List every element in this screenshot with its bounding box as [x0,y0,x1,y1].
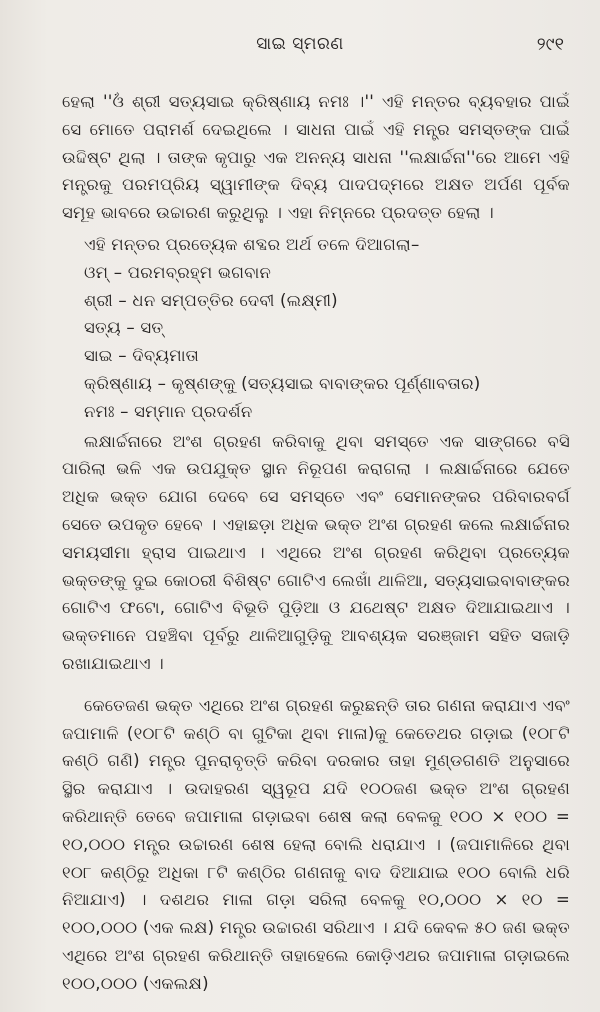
definition-item: କ୍ରିଷ୍ଣାୟ – କୃଷ୍ଣଙ୍କୁ (ସତ୍ୟସାଇ ବାବାଙ୍କର ପୂର୍ଣ୍ଣାବତାର) [84,373,481,393]
definition-item: ଶ୍ରୀ – ଧନ ସମ୍ପତ୍ତିର ଦେବୀ (ଲକ୍ଷ୍ମୀ) [84,290,338,310]
definition-item: ନମଃ – ସମ୍ମାନ ପ୍ରଦର୍ଶନ [84,401,253,421]
definition-list [62,259,570,426]
paragraph-3: କେତେଜଣ ଭକ୍ତ ଏଥିରେ ଅଂଶ ଗ୍ରହଣ କରୁଛନ୍ତି ତାର ଗଣନା କରାଯାଏ ଏବଂ ଜପାମାଳି (୧୦୮ଟି କଣ୍ଠି ବା ଗୁଟିକା ଥିବା ମାଳା)କୁ କେତେଥର ଗଡ଼ାଇ (୧୦୮ଟି କଣ୍ଠି ଗଣି) ମନ୍ତ୍ର ପୁନରାବୃତ୍ତି କରିବା ଦରକାର ତାହା ମୁଣ୍ଡଗଣତି ଅନୁସାରେ ସ୍ଥିର କରାଯାଏ । ଉଦାହରଣ ସ୍ୱରୂପ ଯଦି ୧୦୦ଜଣ ଭକ୍ତ ଅଂଶ ଗ୍ରହଣ କରିଥାନ୍ତି ତେବେ ଜପାମାଳା ଗଡ଼ାଇବା ଶେଷ କଲା ବେଳକୁ ୧୦୦ × ୧୦୦ = ୧୦,୦୦୦ ମନ୍ତ୍ର ଉଚ୍ଚାରଣ ଶେଷ ହେଲା ବୋଲି ଧରାଯାଏ । (ଜପାମାଳିରେ ଥିବା ୧୦୮ କଣ୍ଠିରୁ ଅଧିକା ୮ଟି କଣ୍ଠିର ଗଣନାକୁ ବାଦ ଦିଆଯାଇ ୧୦୦ ବୋଲି ଧରି ନିଆଯାଏ) । ଦଶଥର ମାଳା ଗଡ଼ା ସରିଲା ବେଳକୁ ୧୦,୦୦୦ × ୧୦ = ୧୦୦,୦୦୦ (ଏକ ଲକ୍ଷ) ମନ୍ତ୍ର ଉଚ୍ଚାରଣ ସରିଥାଏ । ଯଦି କେବଳ ୫୦ ଜଣ ଭକ୍ତ ଏଥିରେ ଅଂଶ ଗ୍ରହଣ କରିଥାନ୍ତି ତାହାହେଲେ କୋଡ଼ିଏଥର ଜପାମାଳା ଗଡ଼ାଇଲେ ୧୦୦,୦୦୦ (ଏକଲକ୍ଷ) [62,695,570,993]
running-title: ସାଇ ସ୍ମରଣ [256,34,344,54]
paragraph-1: ହେଲା ''ଓଁ ଶ୍ରୀ ସତ୍ୟସାଇ କ୍ରିଷ୍ଣାୟ ନମଃ ।'' ଏହି ମନ୍ତର ବ୍ୟବହାର ପାଇଁ ସେ ମୋତେ ପରାମର୍ଶ ଦେଇଥିଲେ । ସାଧନା ପାଇଁ ଏହି ମନ୍ତ୍ର ସମସ୍ତଙ୍କ ପାଇଁ ଉଦ୍ଦିଷ୍ଟ ଥିଲା । ତାଙ୍କ କୃପାରୁ ଏକ ଅନନ୍ୟ ସାଧନା ''ଲକ୍ଷାର୍ଚ୍ଚନା''ରେ ଆମେ ଏହି ମନ୍ତ୍ରକୁ ପରମପ୍ରିୟ ସ୍ୱାମୀଙ୍କ ଦିବ୍ୟ ପାଦପଦ୍ମରେ ଅକ୍ଷତ ଅର୍ପଣ ପୂର୍ବକ ସମୂହ ଭାବରେ ଉଚ୍ଚାରଣ କରୁଥିଲୁ । ଏହା ନିମ୍ନରେ ପ୍ରଦତ୍ତ ହେଲା । [62,92,570,223]
paragraph-2: ଲକ୍ଷାର୍ଚ୍ଚନାରେ ଅଂଶ ଗ୍ରହଣ କରିବାକୁ ଥିବା ସମସ୍ତେ ଏକ ସାଙ୍ଗରେ ବସି ପାରିଲା ଭଳି ଏକ ଉପଯୁକ୍ତ ସ୍ଥାନ ନିରୂପଣ କରାଗଲା । ଲକ୍ଷାର୍ଚ୍ଚନାରେ ଯେତେ ଅଧିକ ଭକ୍ତ ଯୋଗ ଦେବେ ସେ ସମସ୍ତେ ଏବଂ ସେମାନଙ୍କର ପରିବାରବର୍ଗ ସେତେ ଉପକୃତ ହେବେ । ଏହାଛଡ଼ା ଅଧିକ ଭକ୍ତ ଅଂଶ ଗ୍ରହଣ କଲେ ଲକ୍ଷାର୍ଚ୍ଚନାର ସମୟସୀମା ହ୍ରାସ ପାଇଥାଏ । ଏଥିରେ ଅଂଶ ଗ୍ରହଣ କରିଥିବା ପ୍ରତ୍ୟେକ ଭକ୍ତଙ୍କୁ ଦୁଇ କୋଠରୀ ବିଶିଷ୍ଟ ଗୋଟିଏ ଲେଖାଁ ଥାଳିଆ, ସତ୍ୟସାଇବାବାଙ୍କର ଗୋଟିଏ ଫଟୋ, ଗୋଟିଏ ବିଭୂତି ପୁଡ଼ିଆ ଓ ଯଥେଷ୍ଟ ଅକ୍ଷତ ଦିଆଯାଇଥାଏ । ଭକ୍ତମାନେ ପହଞ୍ଚିବା ପୂର୍ବରୁ ଥାଳିଆଗୁଡ଼ିକୁ ଆବଶ୍ୟକ ସରଞ୍ଜାମ ସହିତ ସଜାଡ଼ି ରଖାଯାଇଥାଏ । [62,431,570,673]
definition-item: ସାଇ – ଦିବ୍ୟମାତା [84,346,200,366]
definition-item: ଓମ୍ – ପରମବ୍ରହ୍ମ ଭଗବାନ [84,262,272,282]
definitions-intro: ଏହି ମନ୍ତର ପ୍ରତ୍ୟେକ ଶବ୍ଦର ଅର୍ଥ ତଳେ ଦିଆଗଲା– [84,234,420,254]
body-text [62,88,570,998]
running-header [0,34,600,64]
page-number: ୨୯୧ [536,34,564,55]
definition-item: ସତ୍ୟ – ସତ୍ [84,318,164,338]
